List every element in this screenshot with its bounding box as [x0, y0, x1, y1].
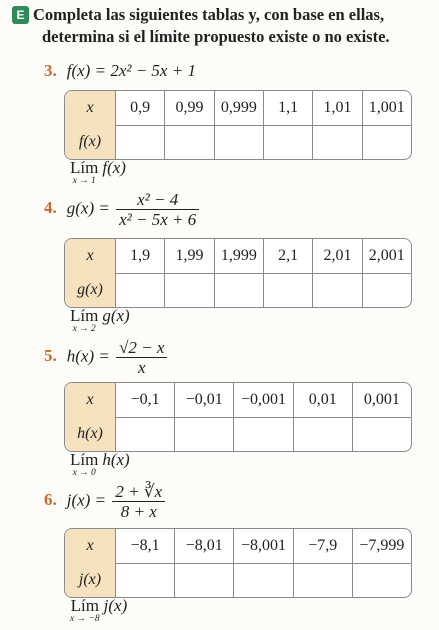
x-value-cell: 1,1: [263, 91, 312, 125]
denominator: 8 + x: [120, 502, 157, 521]
table-row-x: [65, 239, 411, 274]
fx-answer-cell[interactable]: [115, 417, 174, 451]
exercise-4-table: [64, 238, 412, 308]
instruction-line-1: Completa las siguientes tablas y, con base en ellas,: [33, 5, 385, 24]
exercise-5-limit: [70, 452, 130, 479]
x-value-cell: 2,1: [263, 239, 312, 273]
function-definition: f(x) = 2x² − 5x + 1: [66, 61, 196, 80]
header-fx: f(x): [65, 125, 115, 159]
header-x: x: [65, 529, 115, 563]
lim-function: f(x): [102, 158, 126, 177]
numerator: √2 − x: [116, 338, 167, 358]
fx-answer-cell[interactable]: [263, 125, 312, 159]
fx-answer-cell[interactable]: [115, 125, 164, 159]
lim-subscript: x → 1: [72, 176, 96, 186]
fx-answer-cell[interactable]: [263, 273, 312, 307]
fx-answer-cell[interactable]: [164, 125, 213, 159]
table-row-fx: [65, 563, 411, 597]
x-value-cell: 2,01: [312, 239, 361, 273]
fx-answer-cell[interactable]: [362, 273, 411, 307]
lim-subscript: x → −8: [70, 614, 100, 624]
header-fx: j(x): [65, 563, 115, 597]
lim-subscript: x → 0: [72, 468, 96, 478]
x-value-cell: −7,999: [352, 529, 411, 563]
exercise-3-limit: [70, 160, 126, 187]
x-value-cell: −0,001: [233, 383, 292, 417]
fraction: [112, 482, 165, 521]
lim-function: j(x): [103, 596, 128, 615]
table-row-x: [65, 383, 411, 418]
function-name: j(x) =: [66, 490, 107, 510]
fx-answer-cell[interactable]: [115, 273, 164, 307]
exercise-number: 6.: [44, 490, 57, 510]
x-value-cell: 2,001: [362, 239, 411, 273]
fx-answer-cell[interactable]: [214, 273, 263, 307]
numerator: x² − 4: [116, 190, 199, 210]
x-value-cell: 0,01: [293, 383, 352, 417]
table-row-x: [65, 91, 411, 126]
exercise-number: 5.: [44, 346, 57, 366]
exercise-3-function: [44, 60, 196, 82]
table-row-fx: [65, 417, 411, 451]
exercise-number: 4.: [44, 198, 57, 218]
lim-function: g(x): [102, 306, 130, 325]
exercise-6-limit: [70, 598, 127, 625]
denominator: x² − 5x + 6: [119, 210, 197, 229]
fx-answer-cell[interactable]: [352, 417, 411, 451]
instruction-line-2: determina si el límite propuesto existe o no existe.: [42, 27, 390, 46]
fx-answer-cell[interactable]: [233, 563, 292, 597]
x-value-cell: 1,9: [115, 239, 164, 273]
x-value-cell: −0,1: [115, 383, 174, 417]
exercise-5-function: [44, 338, 169, 377]
fx-answer-cell[interactable]: [164, 273, 213, 307]
header-fx: h(x): [65, 417, 115, 451]
x-value-cell: 1,001: [362, 91, 411, 125]
fx-answer-cell[interactable]: [174, 563, 233, 597]
lim-word: Lím: [70, 450, 99, 469]
fx-answer-cell[interactable]: [174, 417, 233, 451]
lim-function: h(x): [102, 450, 130, 469]
function-name: g(x) =: [66, 198, 110, 218]
header-x: x: [65, 239, 115, 273]
exercise-4-function: [44, 190, 201, 229]
instruction-text: [12, 4, 432, 48]
fx-answer-cell[interactable]: [293, 417, 352, 451]
fraction: [116, 190, 199, 229]
header-x: x: [65, 383, 115, 417]
x-value-cell: −8,001: [233, 529, 292, 563]
exercise-6-function: [44, 482, 167, 521]
x-value-cell: 0,99: [164, 91, 213, 125]
x-value-cell: 0,999: [214, 91, 263, 125]
fx-answer-cell[interactable]: [233, 417, 292, 451]
fx-answer-cell[interactable]: [362, 125, 411, 159]
x-value-cell: 1,01: [312, 91, 361, 125]
x-value-cell: −7,9: [293, 529, 352, 563]
lim-word: Lím: [70, 306, 99, 325]
fraction: [116, 338, 167, 377]
table-row-fx: [65, 125, 411, 159]
function-name: h(x) =: [66, 346, 110, 366]
x-value-cell: 0,001: [352, 383, 411, 417]
exercise-6-table: [64, 528, 412, 598]
fx-answer-cell[interactable]: [312, 125, 361, 159]
lim-word: Lím: [70, 596, 99, 615]
denominator: x: [138, 358, 146, 377]
header-x: x: [65, 91, 115, 125]
exercise-4-limit: [70, 308, 130, 335]
exercise-number: 3.: [44, 61, 57, 80]
lim-word: Lím: [70, 158, 99, 177]
x-value-cell: −8,1: [115, 529, 174, 563]
exercise-3-table: [64, 90, 412, 160]
fx-answer-cell[interactable]: [352, 563, 411, 597]
lim-subscript: x → 2: [72, 324, 96, 334]
x-value-cell: 0,9: [115, 91, 164, 125]
fx-answer-cell[interactable]: [293, 563, 352, 597]
fx-answer-cell[interactable]: [214, 125, 263, 159]
table-row-x: [65, 529, 411, 564]
section-badge: E: [12, 6, 29, 24]
fx-answer-cell[interactable]: [115, 563, 174, 597]
fx-answer-cell[interactable]: [312, 273, 361, 307]
header-fx: g(x): [65, 273, 115, 307]
exercise-5-table: [64, 382, 412, 452]
x-value-cell: 1,99: [164, 239, 213, 273]
x-value-cell: 1,999: [214, 239, 263, 273]
x-value-cell: −8,01: [174, 529, 233, 563]
x-value-cell: −0,01: [174, 383, 233, 417]
table-row-fx: [65, 273, 411, 307]
numerator: 2 + ∛x: [112, 482, 165, 502]
